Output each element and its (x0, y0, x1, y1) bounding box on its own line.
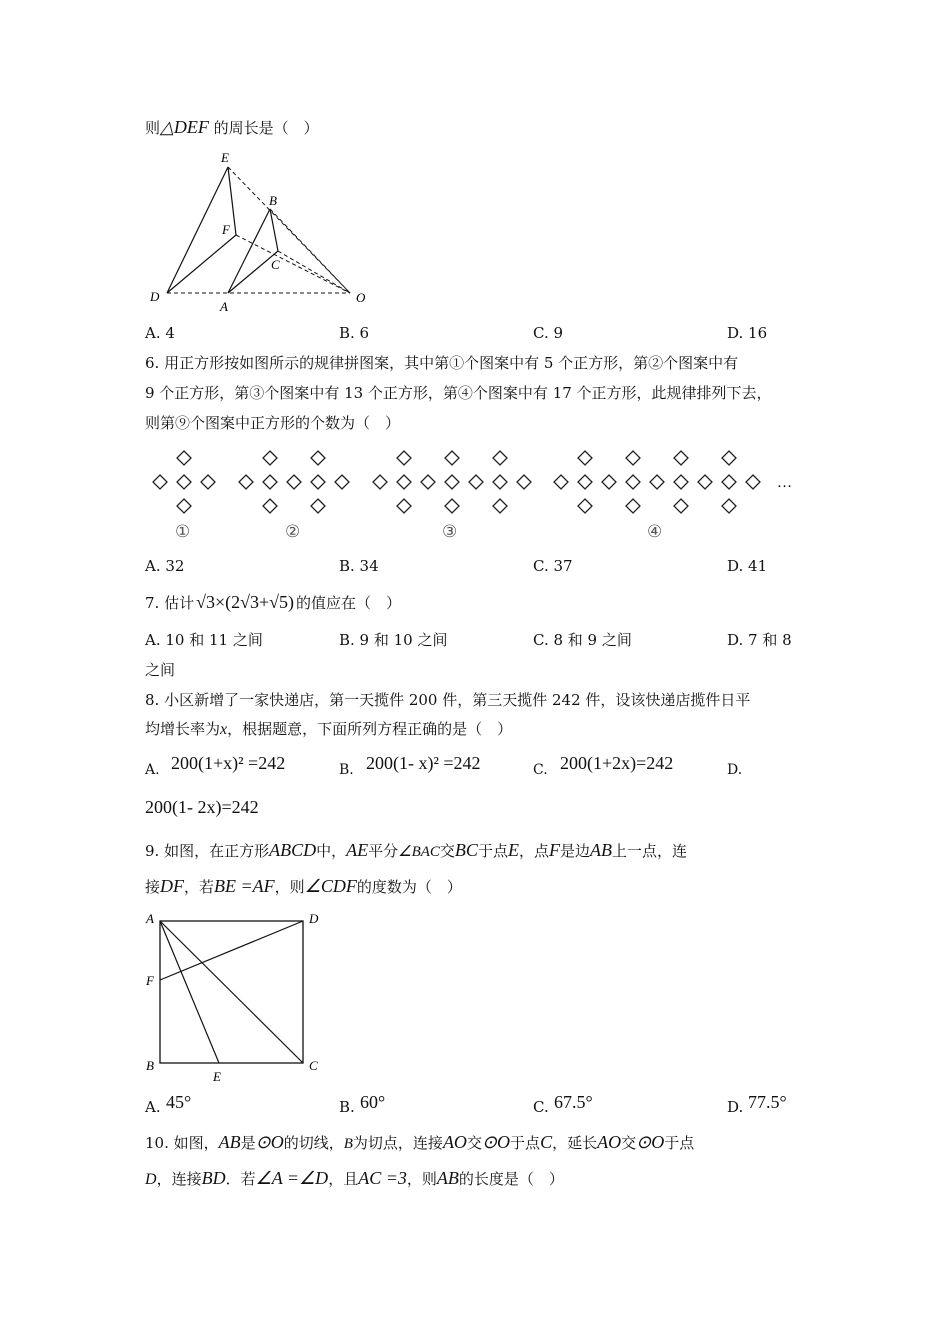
label-a: A (146, 911, 154, 926)
q5-option-c[interactable]: C. 9 (533, 324, 564, 342)
q5-text-2: 的周长是（ ） (208, 119, 319, 137)
q10-line-2 (145, 1168, 564, 1190)
q9-t6: ，点 (518, 842, 549, 860)
q6-line-2: 9 个正方形，第③个图案中有 13 个正方形，第④个图案中有 17 个正方形，此规律排列下去， (145, 384, 772, 402)
q8-option-b[interactable]: 200(1- x)² =242 (366, 753, 481, 773)
q8-option-c-letter: C. (533, 762, 548, 778)
q9-square-figure (140, 905, 340, 1085)
q7-option-c[interactable]: C. 8 和 9 之间 (533, 631, 632, 649)
q10-circle-o-3: ⊙O (636, 1132, 665, 1152)
q10-d: D (145, 1171, 157, 1188)
label-a: A (220, 299, 228, 314)
q7-text-post: 的值应在（ ） (296, 594, 402, 612)
q8-text-post: ，根据题意，下面所列方程正确的是（ ） (227, 720, 513, 738)
q10-t11: ．若 (225, 1170, 256, 1188)
pattern-2 (239, 451, 349, 513)
q8-line-1: 8. 小区新增了一家快递店，第一天揽件 200 件，第三天揽件 242 件，设该快递店揽件日平 (145, 691, 751, 709)
q9-ab: AB (589, 840, 612, 860)
q9-option-c[interactable]: 67.5° (554, 1092, 593, 1112)
q10-t2: 是 (240, 1134, 256, 1152)
pattern-ellipsis: … (777, 475, 792, 491)
q7-expression: √3×(2√3+√5) (196, 592, 295, 612)
label-b: B (269, 193, 277, 208)
label-d: D (150, 289, 160, 304)
q6-square-pattern-figure (145, 445, 815, 550)
label-o: O (356, 290, 366, 305)
q9-t4: 交 (439, 842, 455, 860)
q10-angles: ∠A =∠D (255, 1168, 329, 1188)
q9-be-af: BE =AF (214, 876, 275, 896)
pattern-label-4: ④ (647, 522, 663, 541)
q6-option-a[interactable]: A. 32 (145, 557, 185, 575)
q9-t8: 上一点，连 (611, 842, 687, 860)
q10-t8: 交 (621, 1134, 637, 1152)
label-e: E (221, 150, 229, 165)
pattern-1 (153, 451, 215, 513)
q10-t3: 的切线， (283, 1134, 344, 1152)
q10-line-1 (145, 1132, 694, 1154)
q10-t4: 为切点，连接 (352, 1134, 443, 1152)
q8-text-pre: 均增长率为 (145, 720, 221, 738)
pattern-label-3: ③ (442, 522, 458, 541)
q9-t7: 是边 (559, 842, 590, 860)
q6-option-b[interactable]: B. 34 (339, 557, 379, 575)
q10-t13: ，则 (406, 1170, 437, 1188)
q9-option-c-letter: C. (533, 1098, 549, 1116)
q10-ac: AC =3 (358, 1168, 407, 1188)
q9-line-2 (145, 876, 462, 897)
q7-option-d[interactable]: D. 7 和 8 (727, 631, 792, 649)
q9-angle-cdf: ∠CDF (304, 876, 357, 896)
q10-t7: ，延长 (552, 1134, 598, 1152)
q8-option-b-letter: B. (339, 762, 354, 778)
q5-stem (145, 117, 319, 138)
pattern-label-1: ① (175, 522, 191, 541)
q8-option-c[interactable]: 200(1+2x)=242 (560, 753, 674, 773)
q5-option-d[interactable]: D. 16 (727, 324, 768, 342)
label-b: B (146, 1058, 154, 1073)
q9-t10: ，若 (184, 878, 215, 896)
q9-option-a[interactable]: 45° (166, 1092, 192, 1112)
q6-line-3: 则第⑨个图案中正方形的个数为（ ） (145, 414, 401, 432)
q9-f: F (548, 840, 560, 860)
q9-t5: 于点 (477, 842, 508, 860)
q10-t12: ，且 (328, 1170, 359, 1188)
q8-option-a-letter: A. (145, 762, 160, 778)
q5-text: 则 (145, 119, 161, 137)
q9-option-b[interactable]: 60° (360, 1092, 386, 1112)
q9-t11: ，则 (274, 878, 305, 896)
q6-option-d[interactable]: D. 41 (727, 557, 768, 575)
pattern-4 (554, 451, 760, 513)
q7-option-a[interactable]: A. 10 和 11 之间 (145, 631, 263, 649)
q10-t9: 于点 (664, 1134, 695, 1152)
q9-option-a-letter: A. (145, 1098, 161, 1116)
pattern-3 (373, 451, 531, 513)
q9-angle-bac: ∠BAC (398, 844, 440, 860)
q10-t5: 交 (466, 1134, 482, 1152)
q5-triangle-figure (140, 145, 380, 315)
q10-circle-o-2: ⊙O (481, 1132, 511, 1152)
q10-t10: ，连接 (156, 1170, 202, 1188)
q9-bc: BC (454, 840, 478, 860)
q8-option-d[interactable]: 200(1- 2x)=242 (145, 797, 259, 817)
label-f: F (146, 973, 154, 988)
q9-e: E (507, 840, 519, 860)
q8-line-2 (145, 719, 512, 740)
q10-b: B (343, 1136, 353, 1152)
q5-option-a[interactable]: A. 4 (145, 324, 175, 342)
q9-t9: 接 (145, 878, 161, 896)
q10-ab-2: AB (436, 1168, 459, 1188)
q10-ab: AB (218, 1132, 241, 1152)
q8-option-d-letter: D. (727, 762, 743, 778)
q7-option-b[interactable]: B. 9 和 10 之间 (339, 631, 448, 649)
q6-line-1: 6. 用正方形按如图所示的规律拼图案，其中第①个图案中有 5 个正方形，第②个图案中有 (145, 354, 739, 372)
q7-stem (145, 592, 401, 613)
q9-ae: AE (346, 840, 369, 860)
q6-option-c[interactable]: C. 37 (533, 557, 573, 575)
q10-t14: 的长度是（ ） (458, 1170, 564, 1188)
q9-option-d-letter: D. (727, 1098, 744, 1116)
label-c: C (309, 1058, 318, 1073)
q10-t1: 10. 如图， (145, 1134, 219, 1152)
q8-variable-x: x (220, 721, 228, 738)
triangle-def: △DEF (160, 117, 209, 137)
q10-ao-2: AO (597, 1132, 622, 1152)
q10-ao: AO (442, 1132, 467, 1152)
label-c: C (271, 257, 280, 272)
q9-t12: 的度数为（ ） (356, 878, 462, 896)
q10-c: C (540, 1132, 553, 1152)
q9-line-1 (145, 840, 687, 862)
q7-option-d-wrap: 之间 (145, 661, 176, 679)
q7-text-pre: 7. 估计 (145, 594, 195, 612)
q9-abcd: ABCD (269, 840, 317, 860)
pattern-label-2: ② (285, 522, 301, 541)
q9-t3: 平分 (368, 842, 399, 860)
q9-option-d[interactable]: 77.5° (748, 1092, 787, 1112)
q9-t2: 中， (316, 842, 347, 860)
q8-option-a[interactable]: 200(1+x)² =242 (171, 753, 286, 773)
q10-circle-o: ⊙O (255, 1132, 284, 1152)
label-f: F (222, 222, 230, 237)
q9-t1: 9. 如图，在正方形 (145, 842, 270, 860)
q9-df: DF (160, 876, 185, 896)
label-d: D (309, 911, 319, 926)
q10-t6: 于点 (510, 1134, 541, 1152)
q9-option-b-letter: B. (339, 1098, 355, 1116)
label-e: E (213, 1069, 221, 1084)
q10-bd: BD (201, 1168, 226, 1188)
q5-option-b[interactable]: B. 6 (339, 324, 370, 342)
